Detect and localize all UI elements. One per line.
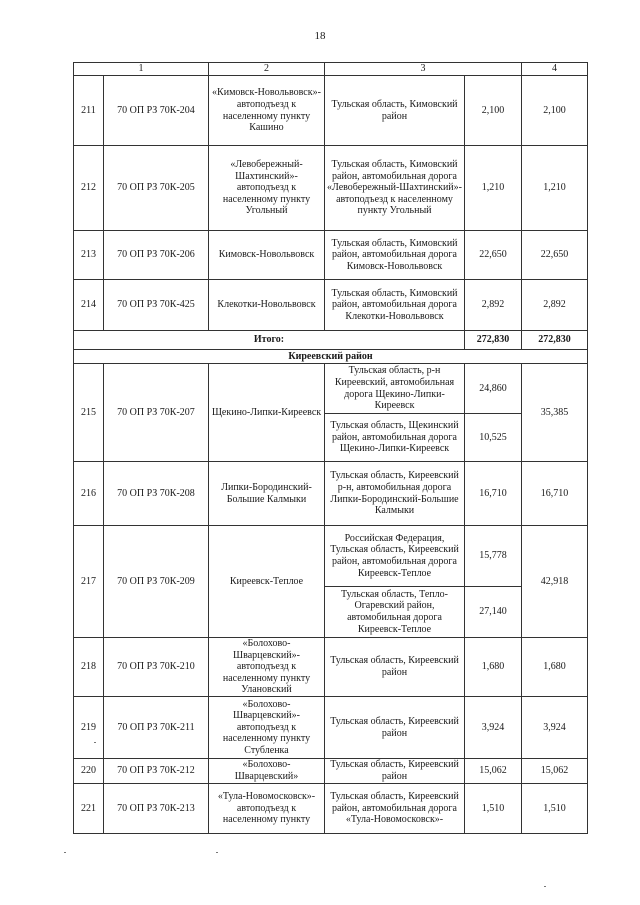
road-code: 70 ОП РЗ 70К-425 — [104, 280, 209, 331]
segment-length: 1,210 — [465, 146, 522, 231]
row-number: 217 — [74, 526, 104, 638]
table-row — [74, 697, 588, 759]
road-name: «Левобережный-Шахтинский»-автоподъезд к населенному пункту Угольный — [209, 146, 325, 231]
table-row — [74, 146, 588, 231]
total-length: 22,650 — [522, 231, 588, 280]
segment-length: 24,860 — [465, 364, 522, 414]
road-name: Клекотки-Новольвовск — [209, 280, 325, 331]
road-location: Тульская область, Кимовский район, автомобильная дорога «Левобережный-Шахтинский»- автоподъезд к населенному пункту Угольный — [325, 146, 465, 231]
segment-length: 3,924 — [465, 697, 522, 759]
page-number: 18 — [314, 30, 326, 42]
subtotal-label: Итого: — [74, 331, 465, 350]
total-length: 1,680 — [522, 638, 588, 697]
road-code: 70 ОП РЗ 70К-209 — [104, 526, 209, 638]
road-location: Тульская область, Киреевский район — [325, 759, 465, 784]
row-number: 215 — [74, 364, 104, 462]
segment-length: 1,510 — [465, 784, 522, 834]
segment-length: 16,710 — [465, 462, 522, 526]
road-location: Тульская область, Кимовский район, автомобильная дорога Кимовск-Новольвовск — [325, 231, 465, 280]
segment-length: 10,525 — [465, 414, 522, 462]
total-length: 42,918 — [522, 526, 588, 638]
table-row — [74, 231, 588, 280]
road-location: Тульская область, Киреевский район, автомобильная дорога «Тула-Новомосковск»- — [325, 784, 465, 834]
road-code: 70 ОП РЗ 70К-206 — [104, 231, 209, 280]
table-row — [74, 462, 588, 526]
table-row — [74, 759, 588, 784]
segment-length: 15,778 — [465, 526, 522, 587]
road-location: Тульская область, р-н Киреевский, автомобильная дорога Щекино-Липки-Киреевск — [325, 364, 465, 414]
road-location: Тульская область, Кимовский район — [325, 76, 465, 146]
road-location: Тульская область, Киреевский район — [325, 638, 465, 697]
table-row — [74, 784, 588, 834]
table-row — [74, 76, 588, 146]
table-row — [74, 526, 588, 587]
table-row — [74, 364, 588, 414]
road-name: «Болохово-Шварцевский»-автоподъезд к населенному пункту Улановский — [209, 638, 325, 697]
road-name: «Болохово-Шварцевский» — [209, 759, 325, 784]
road-location: Тульская область, Киреевский р-н, автомобильная дорога Липки-Бородинский-Большие Калмыки — [325, 462, 465, 526]
road-name: «Болохово-Шварцевский»-автоподъезд к населенному пункту Стубленка — [209, 697, 325, 759]
total-length: 1,210 — [522, 146, 588, 231]
road-code: 70 ОП РЗ 70К-205 — [104, 146, 209, 231]
road-registry-table — [73, 62, 588, 834]
road-code: 70 ОП РЗ 70К-213 — [104, 784, 209, 834]
total-length: 3,924 — [522, 697, 588, 759]
segment-length: 2,100 — [465, 76, 522, 146]
road-location: Тульская область, Щекинский район, автомобильная дорога Щекино-Липки-Киреевск — [325, 414, 465, 462]
table-row — [74, 638, 588, 697]
section-title: Киреевский район — [74, 350, 588, 364]
row-number: 213 — [74, 231, 104, 280]
road-code: 70 ОП РЗ 70К-210 — [104, 638, 209, 697]
segment-length: 27,140 — [465, 587, 522, 638]
table-row — [74, 280, 588, 331]
road-code: 70 ОП РЗ 70К-207 — [104, 364, 209, 462]
total-length: 2,100 — [522, 76, 588, 146]
road-code: 70 ОП РЗ 70К-204 — [104, 76, 209, 146]
column-2-header: 2 — [209, 63, 325, 76]
row-number: 211 — [74, 76, 104, 146]
subtotal-total: 272,830 — [522, 331, 588, 350]
section-header-row — [74, 350, 588, 364]
total-length: 1,510 — [522, 784, 588, 834]
row-number: 212 — [74, 146, 104, 231]
subtotal-row — [74, 331, 588, 350]
total-length: 35,385 — [522, 364, 588, 462]
segment-length: 15,062 — [465, 759, 522, 784]
row-number: 219 — [74, 697, 104, 759]
column-number-header — [74, 63, 588, 76]
road-location: Российская Федерация, Тульская область, Киреевский район, автомобильная дорога Киреевск-Теплое — [325, 526, 465, 587]
scan-artifact — [94, 742, 96, 743]
road-name: Щекино-Липки-Киреевск — [209, 364, 325, 462]
total-length: 15,062 — [522, 759, 588, 784]
road-code: 70 ОП РЗ 70К-211 — [104, 697, 209, 759]
road-location: Тульская область, Тепло-Огаревский район, автомобильная дорога Киреевск-Теплое — [325, 587, 465, 638]
road-location: Тульская область, Киреевский район — [325, 697, 465, 759]
column-4-header: 4 — [522, 63, 588, 76]
scan-artifact — [544, 886, 546, 887]
total-length: 2,892 — [522, 280, 588, 331]
road-name: Киреевск-Теплое — [209, 526, 325, 638]
scan-artifact — [64, 852, 66, 853]
row-number: 218 — [74, 638, 104, 697]
segment-length: 22,650 — [465, 231, 522, 280]
column-1-header: 1 — [74, 63, 209, 76]
road-code: 70 ОП РЗ 70К-212 — [104, 759, 209, 784]
road-location: Тульская область, Кимовский район, автомобильная дорога Клекотки-Новольвовск — [325, 280, 465, 331]
road-name: Кимовск-Новольвовск — [209, 231, 325, 280]
row-number: 216 — [74, 462, 104, 526]
row-number: 220 — [74, 759, 104, 784]
road-name: Липки-Бородинский-Большие Калмыки — [209, 462, 325, 526]
segment-length: 1,680 — [465, 638, 522, 697]
road-name: «Кимовск-Новольвовск»-автоподъезд к населенному пункту Кашино — [209, 76, 325, 146]
subtotal-length: 272,830 — [465, 331, 522, 350]
road-name: «Тула-Новомосковск»-автоподъезд к населенному пункту — [209, 784, 325, 834]
column-3-header: 3 — [325, 63, 522, 76]
total-length: 16,710 — [522, 462, 588, 526]
segment-length: 2,892 — [465, 280, 522, 331]
scan-artifact — [216, 852, 218, 853]
row-number: 221 — [74, 784, 104, 834]
road-code: 70 ОП РЗ 70К-208 — [104, 462, 209, 526]
row-number: 214 — [74, 280, 104, 331]
